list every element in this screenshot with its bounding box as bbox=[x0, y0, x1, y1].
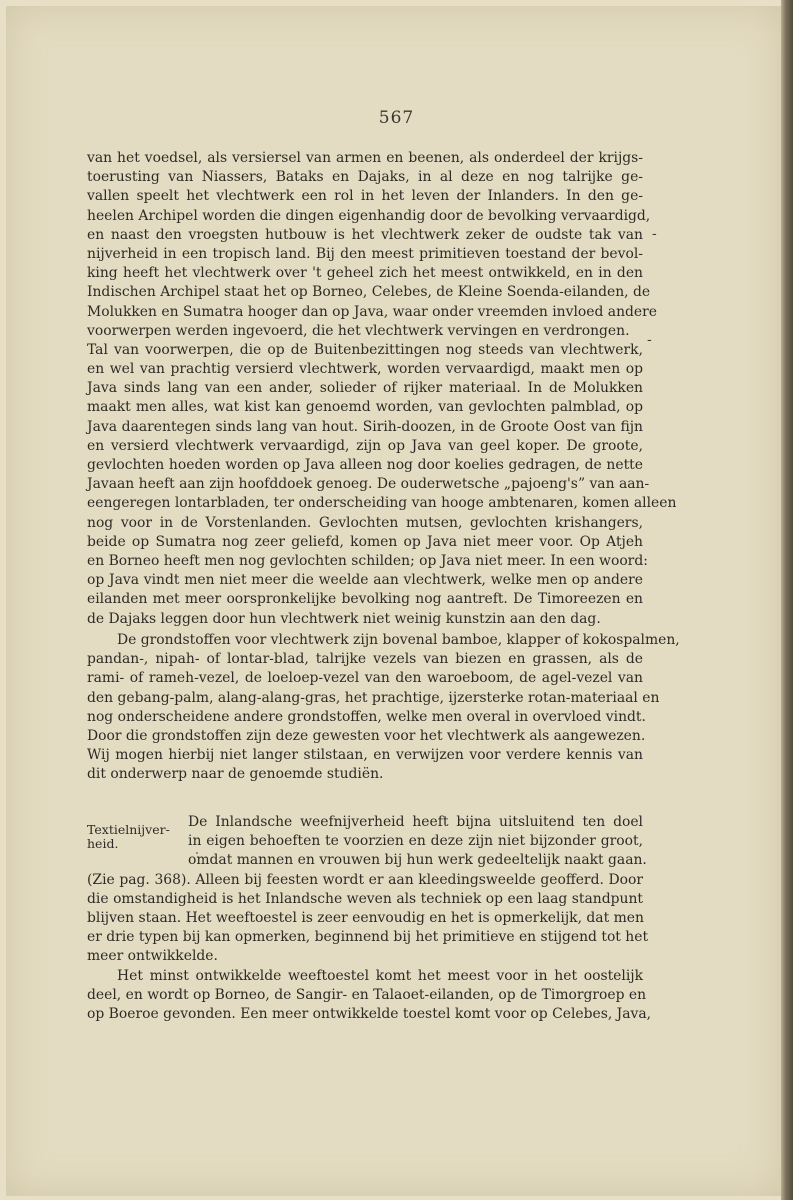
text-line: (Zie pag. 368). Alleen bij feesten wordt er aan kleedingsweelde geofferd. Door bbox=[87, 871, 643, 888]
text-line: nog onderscheidene andere grondstoffen, welke men overal in overvloed vindt. bbox=[87, 708, 646, 725]
text-line: nijverheid in een tropisch land. Bij den meest primitieven toestand der bevol- bbox=[87, 245, 643, 262]
text-line: omdat mannen en vrouwen bij hun werk gedeeltelijk naakt gaan. bbox=[188, 852, 647, 869]
text-line: rami- of rameh-vezel, de loeloep-vezel van den waroeboom, de agel-vezel van bbox=[87, 670, 643, 687]
text-line: van het voedsel, als versiersel van armen en beenen, als onderdeel der krijgs- bbox=[87, 150, 643, 166]
text-line: de Dajaks leggen door hun vlechtwerk niet weinig kunstzin aan den dag. bbox=[87, 610, 601, 627]
page-number: 567 bbox=[378, 108, 415, 128]
text-line: Het minst ontwikkelde weeftoestel komt het meest voor in het oostelijk bbox=[117, 968, 643, 984]
text-line: pandan-, nipah- of lontar-blad, talrijke vezels van biezen en grassen, als de bbox=[87, 651, 643, 668]
paragraph-vlechtwerk bbox=[87, 149, 677, 629]
text-line: Indischen Archipel staat het op Borneo, Celebes, de Kleine Soenda-eilanden, de bbox=[87, 284, 651, 301]
text-line: en versierd vlechtwerk vervaardigd, zijn op Java van geel koper. De groote, bbox=[87, 437, 643, 454]
text-line: beide op Sumatra nog zeer geliefd, komen op Java niet meer voor. Op Atjeh bbox=[87, 533, 643, 550]
margin-note-textielnijverheid: Textielnijver- heid. bbox=[87, 822, 170, 851]
text-line: dit onderwerp naar de genoemde studiën. bbox=[87, 766, 384, 783]
paragraph-grondstoffen bbox=[87, 631, 680, 785]
text-line: heelen Archipel worden die dingen eigenhandig door de bevolking vervaardigd, bbox=[87, 207, 651, 224]
text-line: vallen speelt het vlechtwerk een rol in het leven der Inlanders. In den ge- bbox=[87, 188, 643, 205]
text-line: meer ontwikkelde. bbox=[87, 948, 218, 965]
text-line: gevlochten hoeden worden op Java alleen nog door koelies gedragen, de nette bbox=[87, 457, 643, 473]
text-line: Javaan heeft aan zijn hoofddoek genoeg. De ouderwetsche „pajoeng's” van aan- bbox=[87, 476, 650, 493]
text-line: Door die grondstoffen zijn deze gewesten voor het vlechtwerk als aangewezen. bbox=[87, 727, 646, 744]
text-line: in eigen behoeften te voorzien en deze zijn niet bijzonder groot, bbox=[188, 833, 643, 850]
margin-mark: - bbox=[647, 332, 652, 348]
text-line: eengeregen lontarbladen, ter onderscheiding van hooge ambtenaren, komen alleen bbox=[87, 495, 677, 512]
text-line: op Java vindt men niet meer die weelde aan vlechtwerk, welke men op andere bbox=[87, 572, 643, 589]
text-line: De Inlandsche weefnijverheid heeft bijna uitsluitend ten doel bbox=[188, 814, 643, 830]
text-line: en Borneo heeft men nog gevlochten schilden; op Java niet meer. In een woord: bbox=[87, 552, 648, 569]
text-line: en wel van prachtig versierd vlechtwerk, worden vervaardigd, maakt men op bbox=[87, 361, 643, 378]
text-line: toerusting van Niassers, Bataks en Dajaks, in al deze en nog talrijke ge- bbox=[87, 169, 643, 186]
text-line: Tal van voorwerpen, die op de Buitenbezittingen nog steeds van vlechtwerk, bbox=[87, 341, 643, 358]
book-edge bbox=[781, 0, 793, 1200]
text-line: die omstandigheid is het Inlandsche weven als techniek op een laag standpunt bbox=[87, 890, 643, 907]
text-line: er drie typen bij kan opmerken, beginnend bij het primitieve en stijgend tot het bbox=[87, 929, 649, 946]
margin-mark: - bbox=[652, 226, 657, 242]
paragraph-weeftoestel bbox=[87, 967, 652, 1025]
text-line: voorwerpen werden ingevoerd, die het vlechtwerk vervingen en verdrongen. bbox=[87, 322, 630, 339]
paragraph-weefnijverheid bbox=[87, 813, 649, 967]
text-line: deel, en wordt op Borneo, de Sangir- en Talaoet-eilanden, op de Timorgroep en bbox=[87, 987, 647, 1004]
text-line: en naast den vroegsten hutbouw is het vlechtwerk zeker de oudste tak van bbox=[87, 226, 643, 243]
text-line: De grondstoffen voor vlechtwerk zijn bovenal bamboe, klapper of kokospalmen, bbox=[117, 632, 680, 648]
text-line: Wij mogen hierbij niet langer stilstaan, en verwijzen voor verdere kennis van bbox=[87, 747, 643, 764]
text-line: Java sinds lang van een ander, solieder of rijker materiaal. In de Molukken bbox=[87, 380, 643, 397]
text-line: maakt men alles, wat kist kan genoemd worden, van gevlochten palmblad, op bbox=[87, 399, 643, 416]
text-line: king heeft het vlechtwerk over 't geheel zich het meest ontwikkeld, en in den bbox=[87, 265, 643, 282]
text-line: eilanden met meer oorspronkelijke bevolking nog aantreft. De Timoreezen en bbox=[87, 591, 643, 608]
text-line: Molukken en Sumatra hooger dan op Java, waar onder vreemden invloed andere bbox=[87, 303, 657, 320]
text-line: den gebang-palm, alang-alang-gras, het prachtige, ijzersterke rotan-materiaal en bbox=[87, 689, 660, 706]
text-line: blijven staan. Het weeftoestel is zeer eenvoudig en het is opmerkelijk, dat men bbox=[87, 909, 644, 926]
text-line: nog voor in de Vorstenlanden. Gevlochten mutsen, gevlochten krishangers, bbox=[87, 514, 643, 531]
text-line: Java daarentegen sinds lang van hout. Sirih-doozen, in de Groote Oost van fijn bbox=[87, 418, 643, 435]
text-line: op Boeroe gevonden. Een meer ontwikkelde toestel komt voor op Celebes, Java, bbox=[87, 1006, 652, 1023]
